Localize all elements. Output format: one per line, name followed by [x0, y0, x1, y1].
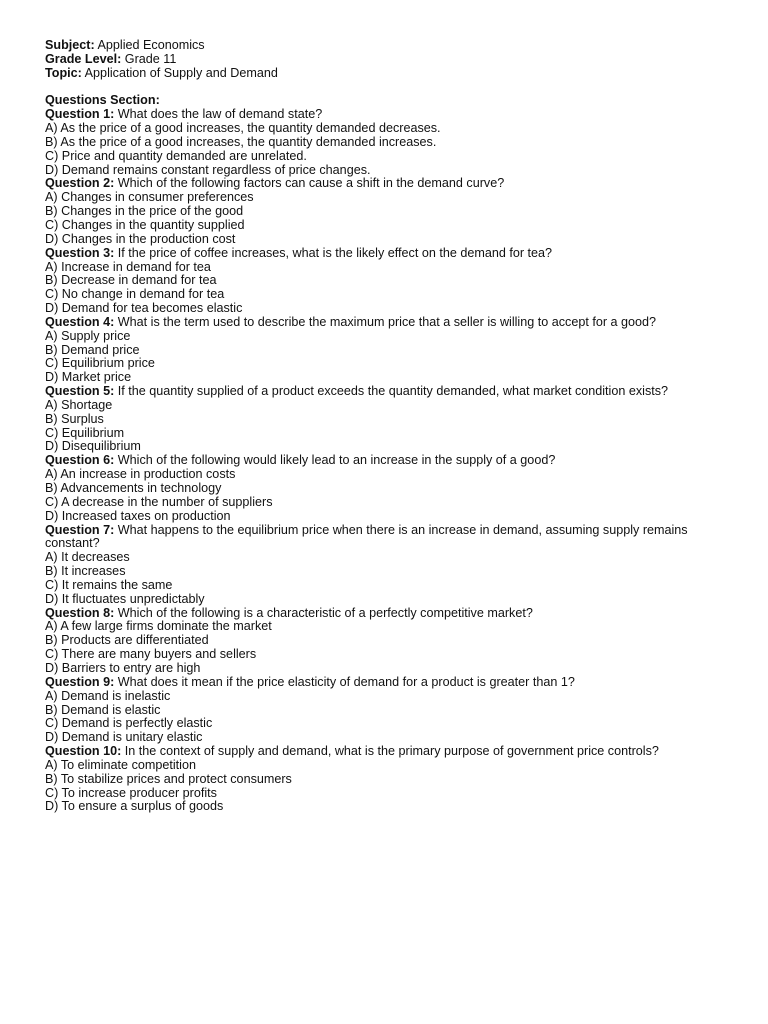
answer-option: C) It remains the same: [45, 577, 173, 592]
question-text: If the price of coffee increases, what is the likely effect on the demand for tea?: [117, 245, 553, 260]
question-block: [45, 524, 735, 607]
answer-option: B) Demand price: [45, 342, 140, 357]
questions-list: [45, 108, 735, 814]
question-stem: [45, 316, 735, 330]
question-text: Which of the following would likely lead to an increase in the supply of a good?: [117, 453, 556, 468]
answer-option: D) It fluctuates unpredictably: [45, 591, 205, 606]
question-block: [45, 385, 735, 454]
question-text: Which of the following factors can cause a shift in the demand curve?: [117, 176, 505, 191]
subject-line: [45, 39, 735, 53]
section-title: Questions Section:: [45, 93, 160, 108]
answer-option: D) Changes in the production cost: [45, 231, 236, 246]
answer-option: C) To increase producer profits: [45, 785, 217, 800]
question-block: [45, 108, 735, 177]
answer-option: A) Changes in consumer preferences: [45, 190, 254, 205]
answer-option: B) As the price of a good increases, the quantity demanded increases.: [45, 134, 437, 149]
question-text: What is the term used to describe the maximum price that a seller is willing to accept for a good?: [117, 314, 657, 329]
answer-option: C) Changes in the quantity supplied: [45, 217, 245, 232]
answer-option: C) A decrease in the number of suppliers: [45, 494, 273, 509]
question-block: [45, 454, 735, 523]
answer-option: D) Demand is unitary elastic: [45, 730, 203, 745]
answer-option: D) Increased taxes on production: [45, 508, 231, 523]
question-label: Question 7:: [45, 522, 115, 537]
question-label: Question 10:: [45, 744, 122, 759]
answer-option: A) An increase in production costs: [45, 467, 236, 482]
question-stem: [45, 524, 735, 552]
question-label: Question 4:: [45, 314, 115, 329]
answer-option: A) It decreases: [45, 550, 130, 565]
answer-option: B) Decrease in demand for tea: [45, 273, 217, 288]
answer-option: C) Equilibrium price: [45, 356, 155, 371]
question-stem: [45, 385, 735, 399]
question-stem: [45, 454, 735, 468]
answer-option: D) Barriers to entry are high: [45, 660, 201, 675]
question-stem: [45, 676, 735, 690]
answer-option: B) Products are differentiated: [45, 633, 209, 648]
question-label: Question 5:: [45, 384, 115, 399]
answer-option: D) Disequilibrium: [45, 439, 141, 454]
question-stem: [45, 108, 735, 122]
question-stem: [45, 607, 735, 621]
question-text: Which of the following is a characteristic of a perfectly competitive market?: [117, 605, 533, 620]
question-label: Question 9:: [45, 674, 115, 689]
question-text: In the context of supply and demand, what is the primary purpose of government price controls?: [124, 744, 659, 759]
subject-value: Applied Economics: [97, 38, 205, 52]
answer-option: C) Price and quantity demanded are unrelated.: [45, 148, 307, 163]
question-block: [45, 316, 735, 385]
answer-option: B) It increases: [45, 564, 126, 579]
answer-option: C) Demand is perfectly elastic: [45, 716, 213, 731]
answer-option: D) Market price: [45, 370, 132, 385]
subject-label: Subject:: [45, 38, 95, 52]
question-block: [45, 676, 735, 745]
answer-option: A) Demand is inelastic: [45, 688, 171, 703]
answer-option: A) To eliminate competition: [45, 757, 196, 772]
document-page: [45, 39, 735, 814]
answer-option: B) Advancements in technology: [45, 481, 222, 495]
answer-option: C) No change in demand for tea: [45, 287, 225, 302]
question-label: Question 6:: [45, 453, 115, 468]
question-label: Question 1:: [45, 107, 115, 122]
question-block: [45, 177, 735, 246]
question-block: [45, 607, 735, 676]
question-block: [45, 247, 735, 316]
answer-option: A) As the price of a good increases, the quantity demanded decreases.: [45, 121, 441, 136]
question-stem: [45, 745, 735, 759]
question-stem: [45, 247, 735, 261]
answer-option: C) There are many buyers and sellers: [45, 647, 257, 662]
answer-option: B) Surplus: [45, 411, 104, 426]
question-text: What does it mean if the price elasticity of demand for a product is greater than 1?: [117, 674, 575, 689]
question-text: If the quantity supplied of a product exceeds the quantity demanded, what market condition exists?: [117, 384, 669, 399]
answer-option: A) A few large firms dominate the market: [45, 619, 272, 634]
question-label: Question 3:: [45, 245, 115, 260]
answer-option: C) Equilibrium: [45, 425, 125, 440]
answer-option: A) Supply price: [45, 328, 131, 343]
topic-value: Application of Supply and Demand: [84, 65, 278, 80]
answer-option: D) Demand remains constant regardless of price changes.: [45, 162, 371, 177]
question-text: What does the law of demand state?: [117, 107, 323, 122]
answer-option: B) Demand is elastic: [45, 702, 161, 717]
answer-option: D) To ensure a surplus of goods: [45, 799, 224, 814]
topic-label: Topic:: [45, 65, 82, 80]
answer-option: D) Demand for tea becomes elastic: [45, 301, 243, 316]
answer-option: B) Changes in the price of the good: [45, 204, 244, 219]
question-block: [45, 745, 735, 814]
question-stem: [45, 177, 735, 191]
answer-option: B) To stabilize prices and protect consumers: [45, 771, 292, 786]
grade-line: [45, 53, 735, 67]
question-label: Question 8:: [45, 605, 115, 620]
topic-line: [45, 67, 735, 81]
grade-value: Grade 11: [124, 51, 177, 66]
answer-option: A) Shortage: [45, 397, 113, 412]
question-text: What happens to the equilibrium price when there is an increase in demand, assuming supply remains constant?: [45, 522, 692, 551]
grade-label: Grade Level:: [45, 51, 122, 66]
blank-line: [45, 81, 735, 95]
question-label: Question 2:: [45, 176, 115, 191]
answer-option: A) Increase in demand for tea: [45, 259, 211, 274]
